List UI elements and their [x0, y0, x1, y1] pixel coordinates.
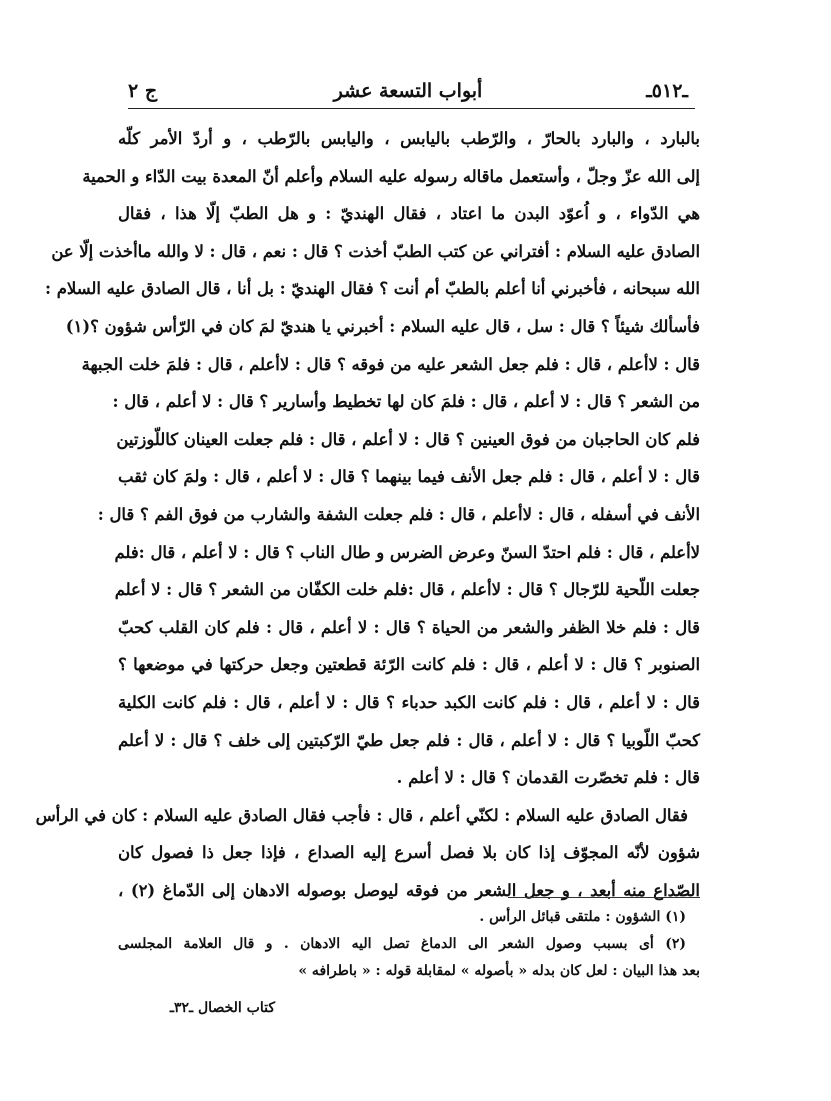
text-line: الصنوبر ؟ قال : لا أعلم ، قال : فلم كانت الرّئة قطعتين وجعل حركتها في موضعها ؟ — [118, 655, 700, 675]
text-line: جعلت اللّحية للرّجال ؟ قال : لاأعلم ، قال :فلم خلت الكفّان من الشعر ؟ قال : لا أعلم — [114, 580, 700, 600]
header-rule — [128, 108, 695, 109]
running-title: أبواب التسعة عشر — [333, 80, 483, 102]
text-line: من الشعر ؟ قال : لا أعلم ، قال : فلمَ كان لها تخطيط وأسارير ؟ قال : لا أعلم ، قال : — [112, 392, 700, 412]
text-line: قال : لاأعلم ، قال : فلم جعل الشعر عليه من فوقه ؟ قال : لاأعلم ، قال : فلمَ خلت الجبهة — [81, 354, 700, 374]
text-line: هي الدّواء ، و اُعوّد البدن ما اعتاد ، فقال الهنديّ : و هل الطبّ إلّا هذا ، فقال — [118, 204, 700, 224]
text-line: قال : لا أعلم ، قال : فلم جعل الأنف فيما بينهما ؟ قال : لا أعلم ، قال : ولمَ كان ثقب — [118, 467, 700, 487]
text-line: الصّداع منه أبعد ، و جعل الشعر من فوقه ليوصل بوصوله الادهان إلى الدّماغ (٢) ، — [118, 880, 700, 900]
text-line: الصادق عليه السلام : أفتراني عن كتب الطبّ أخذت ؟ قال : نعم ، قال : لا والله ماأخذت إلّا عن — [51, 241, 700, 261]
text-line: بالبارد ، والبارد بالحارّ ، والرّطب باليابس ، واليابس بالرّطب ، و أردّ الأمر كلّه — [118, 129, 700, 148]
text-line: قال : لا أعلم ، قال : فلم كانت الكبد حدباء ؟ قال : لا أعلم ، قال : فلم كانت الكلية — [118, 692, 700, 712]
footnote-2: (٢) أى بسبب وصول الشعر الى الدماغ تصل اليه الادهان . و قال العلامة المجلسى — [118, 936, 686, 952]
text-line: فأسألك شيئاً ؟ قال : سل ، قال عليه السلام : أخبرني يا هنديّ لمَ كان في الرّأس شؤون ؟(١) — [65, 316, 700, 336]
footnote-rule — [508, 897, 700, 898]
main-text — [35, 120, 700, 909]
footnote-2-continued: بعد هذا البيان : لعل كان بدله « بأصوله » لمقابلة قوله : « باطرافه » — [298, 963, 700, 979]
page-number: ـ٥١٢ـ — [646, 80, 688, 102]
text-line: لاأعلم ، قال : فلم احتدّ السنّ وعرض الضرس و طال الناب ؟ قال : لا أعلم ، قال :فلم — [114, 542, 700, 562]
text-line: فقال الصادق عليه السلام : لكنّي أعلم ، قال : فأجب فقال الصادق عليه السلام : كان في الرأس — [35, 805, 688, 825]
text-line: إلى الله عزّ وجلّ ، وأستعمل ماقاله رسوله عليه السلام وأعلم أنّ المعدة بيت الدّاء و الحمية — [82, 166, 700, 186]
text-line: قال : فلم خلا الظفر والشعر من الحياة ؟ قال : لا أعلم ، قال : فلم كان القلب كحبّ — [118, 617, 700, 637]
volume-label: ج ٢ — [128, 80, 158, 102]
footnotes — [118, 904, 700, 985]
footnote-1: (١) الشؤون : ملتقى قبائل الرأس . — [479, 909, 686, 925]
text-line: كحبّ اللّوبيا ؟ قال : لا أعلم ، قال : فلم جعل طيّ الرّكبتين إلى خلف ؟ قال : لا أعلم — [118, 730, 700, 750]
book-signature: كتاب الخصال ـ٣٢ـ — [169, 1000, 275, 1016]
text-line: شؤون لأنّه المجوّف إذا كان بلا فصل أسرع إليه الصداع ، فإذا جعل ذا فصول كان — [118, 843, 700, 863]
page-header — [128, 76, 688, 106]
text-line: الله سبحانه ، فأخبرني أنا أعلم بالطبّ أم أنت ؟ فقال الهنديّ : بل أنا ، قال الصادق عليه السلام : — [45, 279, 700, 299]
text-line: قال : فلم تخصّرت القدمان ؟ قال : لا أعلم . — [396, 768, 700, 788]
text-line: الأنف في أسفله ، قال : لاأعلم ، قال : فلم جعلت الشفة والشارب من فوق الفم ؟ قال : — [97, 504, 700, 524]
text-line: فلم كان الحاجبان من فوق العينين ؟ قال : لا أعلم ، قال : فلم جعلت العينان كاللّوزتين — [116, 429, 700, 449]
